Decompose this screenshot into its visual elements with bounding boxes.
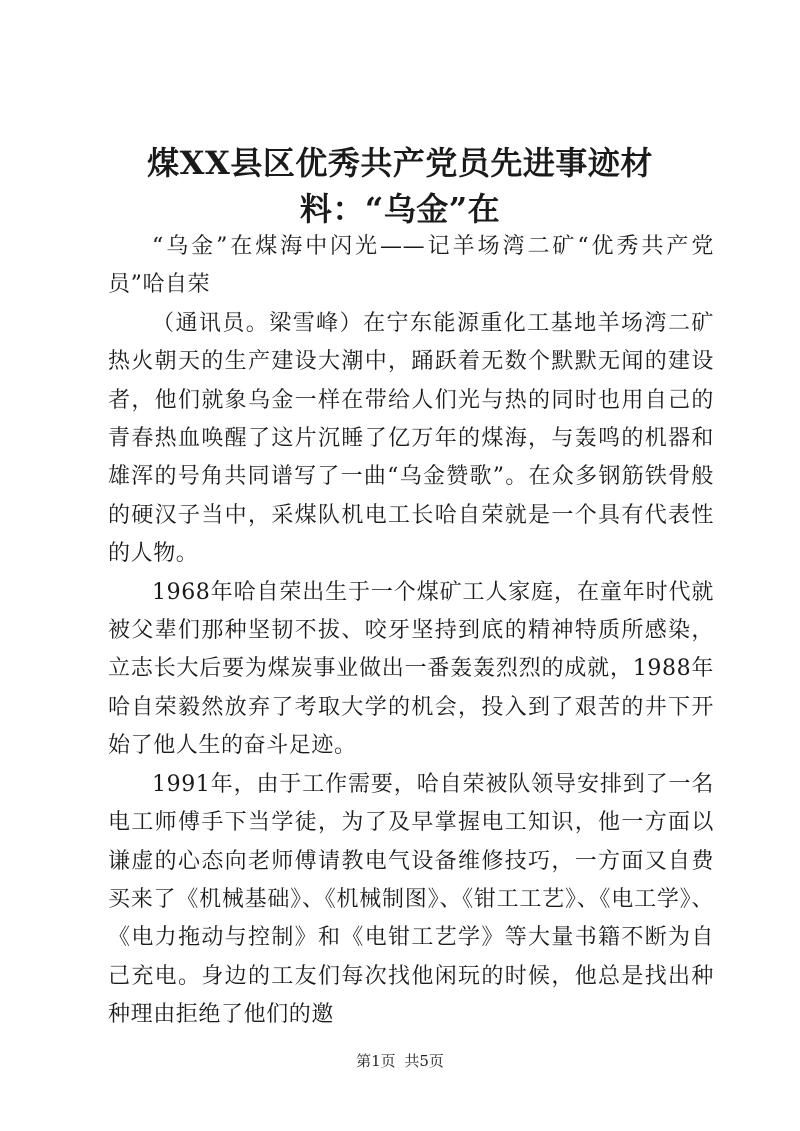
body-paragraph: 1968年哈自荣出生于一个煤矿工人家庭，在童年时代就被父辈们那种坚韧不拔、咬牙坚持到底的精神特质所感染，立志长大后要为煤炭事业做出一番轰轰烈烈的成就，1988年哈自荣毅然放弃了考取大学的机会，投入到了艰苦的井下开始了他人生的奋斗足迹。 <box>108 579 714 759</box>
body-paragraph: （通讯员。梁雪峰）在宁东能源重化工基地羊场湾二矿热火朝天的生产建设大潮中，踊跃着无数个默默无闻的建设者，他们就象乌金一样在带给人们光与热的同时也用自己的青春热血唤醒了这片沉睡了亿万年的煤海，与轰鸣的机器和雄浑的号角共同谱写了一曲“乌金赞歌”。在众多钢筋铁骨般的硬汉子当中，采煤队机电工长哈自荣就是一个具有代表性的人物。 <box>108 310 714 567</box>
subtitle-paragraph: “乌金”在煤海中闪光——记羊场湾二矿“优秀共产党员”哈自荣 <box>108 234 714 298</box>
page-total: 共5页 <box>404 1052 444 1070</box>
page-number: 第1页 <box>356 1052 396 1070</box>
page-footer <box>0 1050 800 1071</box>
document-body <box>108 228 714 1035</box>
body-paragraph: 1991年，由于工作需要，哈自荣被队领导安排到了一名电工师傅手下当学徒，为了及早掌握电工知识，他一方面以谦虚的心态向老师傅请教电气设备维修技巧，一方面又自费买来了《机械基础》、《机械制图》、《钳工工艺》、《电工学》、《电力拖动与控制》和《电钳工艺学》等大量书籍不断为自己充电。身边的工友们每次找他闲玩的时候，他总是找出种种理由拒绝了他们的邀 <box>108 771 714 1028</box>
document-title: 煤XX县区优秀共产党员先进事迹材料：“乌金”在 <box>147 144 653 228</box>
